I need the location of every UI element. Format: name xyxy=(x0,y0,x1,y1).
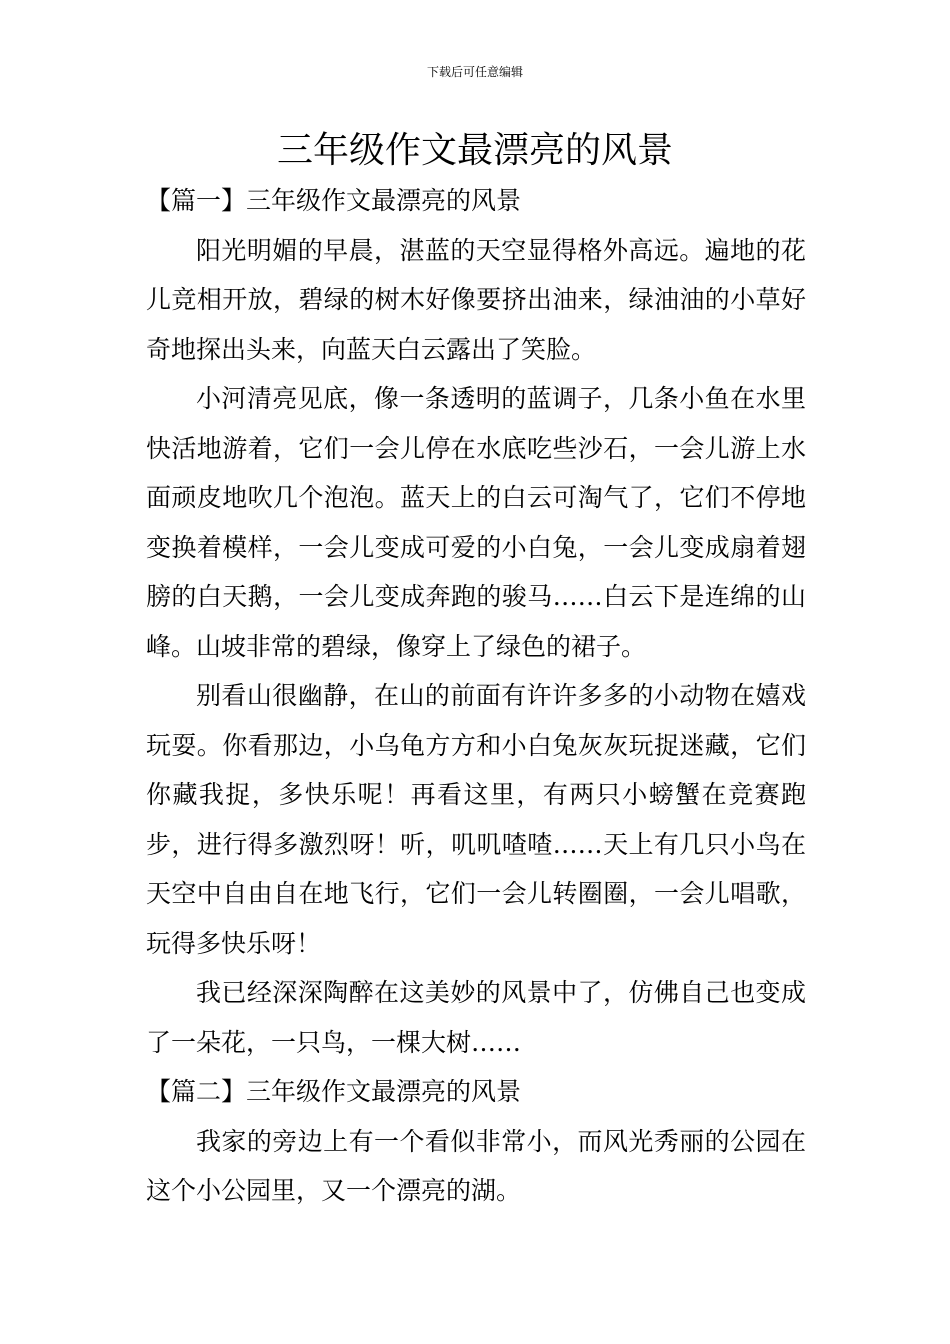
document-body xyxy=(146,176,806,1216)
paragraph: 别看山很幽静，在山的前面有许许多多的小动物在嬉戏玩耍。你看那边，小乌龟方方和小白兔灰灰玩捉迷藏，它们你藏我捉，多快乐呢！再看这里，有两只小螃蟹在竞赛跑步，进行得多激烈呀！听，叽叽喳喳……天上有几只小鸟在天空中自由自在地飞行，它们一会儿转圈圈，一会儿唱歌，玩得多快乐呀！ xyxy=(146,681,806,958)
page-header-note: 下载后可任意编辑 xyxy=(426,65,523,79)
paragraph: 小河清亮见底，像一条透明的蓝调子，几条小鱼在水里快活地游着，它们一会儿停在水底吃些沙石，一会儿游上水面顽皮地吹几个泡泡。蓝天上的白云可淘气了，它们不停地变换着模样，一会儿变成可爱的小白兔，一会儿变成扇着翅膀的白天鹅，一会儿变成奔跑的骏马……白云下是连绵的山峰。山坡非常的碧绿，像穿上了绿色的裙子。 xyxy=(146,384,806,661)
section-heading: 【篇一】三年级作文最漂亮的风景 xyxy=(146,186,522,215)
section-heading: 【篇二】三年级作文最漂亮的风景 xyxy=(146,1077,522,1106)
section-two xyxy=(146,1067,806,1216)
paragraph: 我已经深深陶醉在这美妙的风景中了，仿佛自己也变成了一朵花，一只鸟，一棵大树…… xyxy=(146,978,806,1057)
paragraph: 阳光明媚的早晨，湛蓝的天空显得格外高远。遍地的花儿竞相开放，碧绿的树木好像要挤出油来，绿油油的小草好奇地探出头来，向蓝天白云露出了笑脸。 xyxy=(146,235,806,364)
document-title: 三年级作文最漂亮的风景 xyxy=(276,130,673,171)
section-one xyxy=(146,176,806,1067)
paragraph: 我家的旁边上有一个看似非常小，而风光秀丽的公园在这个小公园里，又一个漂亮的湖。 xyxy=(146,1126,806,1205)
